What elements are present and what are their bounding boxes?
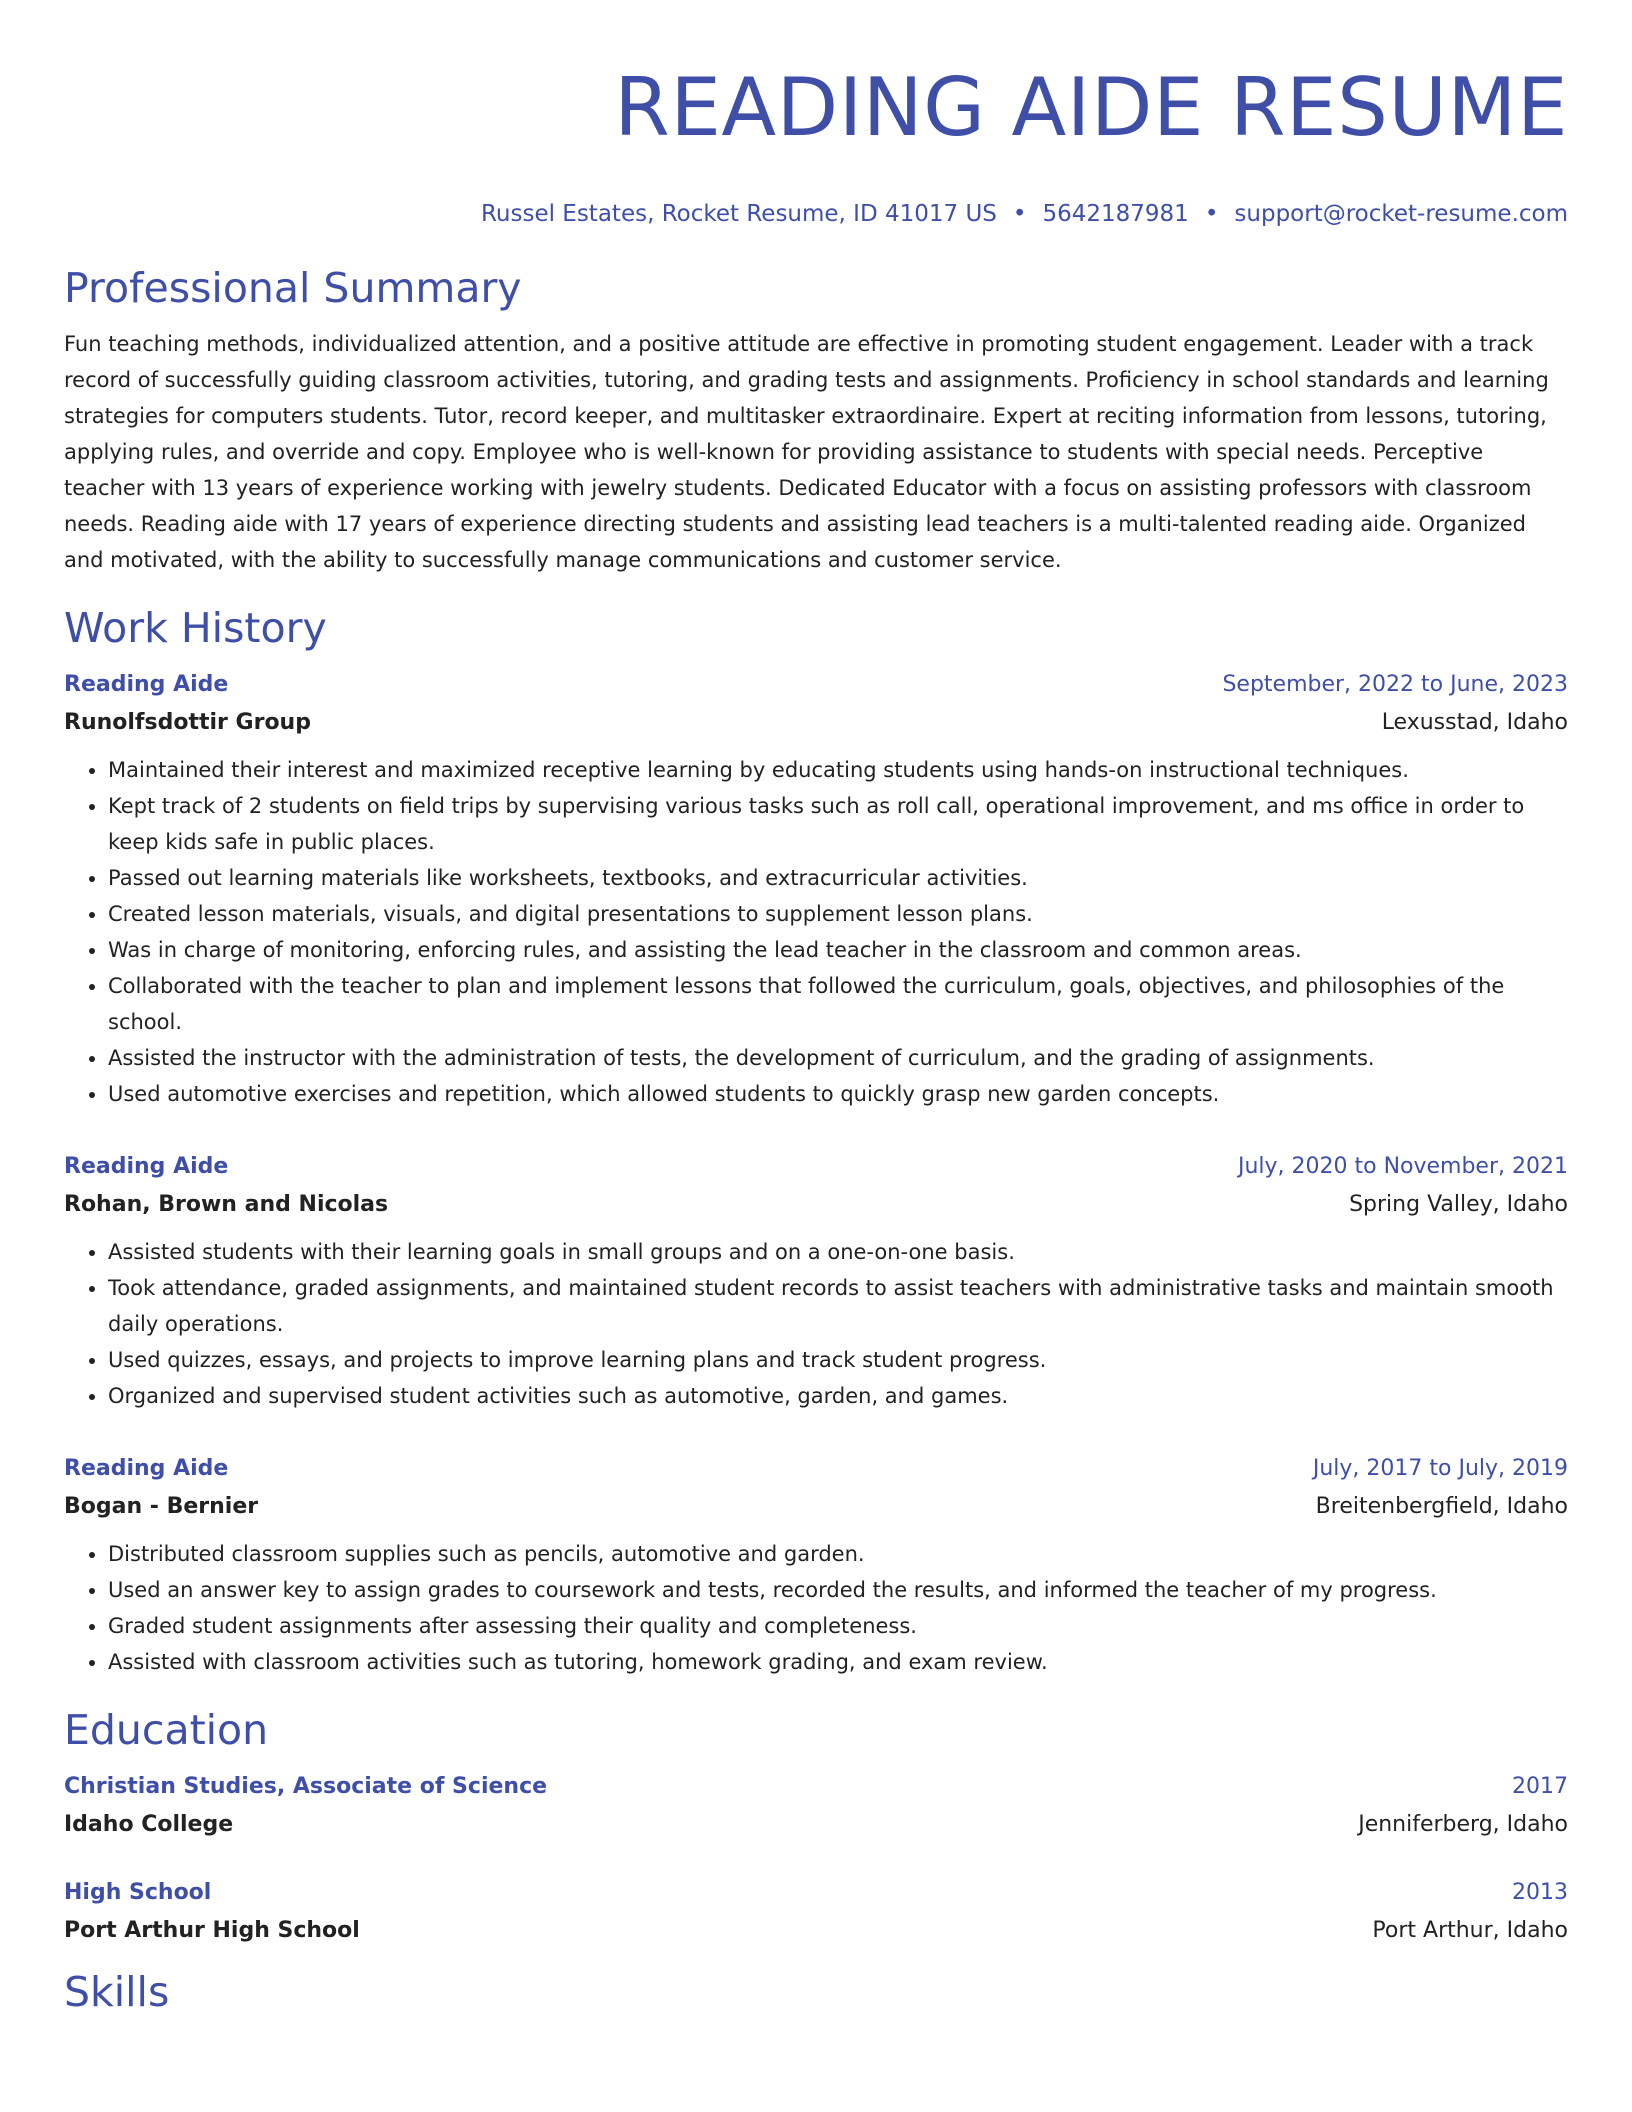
job-bullet: • Assisted the instructor with the administration of tests, the development of curriculum, and the grading of assignments. — [108, 1040, 1568, 1076]
job-title: Reading Aide — [64, 1456, 229, 1481]
job-title: Reading Aide — [64, 1154, 229, 1179]
contact-address: Russel Estates, Rocket Resume, ID 41017 US — [480, 201, 997, 227]
job-bullet: • Took attendance, graded assignments, and maintained student records to assist teachers with administrative tasks and maintain smooth daily operations. — [108, 1270, 1568, 1342]
job-bullet: • Distributed classroom supplies such as pencils, automotive and garden. — [108, 1536, 1568, 1572]
section-heading-skills: Skills — [64, 1968, 170, 2016]
education-location: Port Arthur, Idaho — [1372, 1918, 1568, 1943]
section-heading-summary: Professional Summary — [64, 264, 522, 312]
job-bullet: • Was in charge of monitoring, enforcing rules, and assisting the lead teacher in the classroom and common areas. — [108, 932, 1568, 968]
job-bullet: • Used automotive exercises and repetition, which allowed students to quickly grasp new garden concepts. — [108, 1076, 1568, 1112]
work-history-section — [64, 600, 1568, 1680]
contact-separator: • — [1204, 201, 1219, 227]
education-degree: Christian Studies, Associate of Science — [64, 1774, 548, 1799]
job-entry — [64, 1450, 1568, 1680]
skills-section — [64, 1964, 1568, 2020]
job-entry — [64, 666, 1568, 1112]
job-dates: July, 2017 to July, 2019 — [1312, 1456, 1568, 1481]
job-bullet: • Created lesson materials, visuals, and digital presentations to supplement lesson plans. — [108, 896, 1568, 932]
job-bullet: • Used an answer key to assign grades to coursework and tests, recorded the results, and informed the teacher of my progress. — [108, 1572, 1568, 1608]
section-heading-education: Education — [64, 1706, 269, 1754]
section-heading-work: Work History — [64, 604, 327, 652]
job-title: Reading Aide — [64, 672, 229, 697]
job-bullets — [64, 1536, 1568, 1680]
job-company: Bogan - Bernier — [64, 1494, 259, 1519]
job-bullet: • Assisted with classroom activities such as tutoring, homework grading, and exam review. — [108, 1644, 1568, 1680]
job-dates: July, 2020 to November, 2021 — [1237, 1154, 1568, 1179]
job-location: Lexusstad, Idaho — [1381, 710, 1568, 735]
education-section — [64, 1702, 1568, 1950]
contact-separator: • — [1012, 201, 1027, 227]
job-bullet: • Assisted students with their learning goals in small groups and on a one-on-one basis. — [108, 1234, 1568, 1270]
education-school: Port Arthur High School — [64, 1918, 360, 1943]
job-bullet: • Collaborated with the teacher to plan and implement lessons that followed the curriculum, goals, objectives, and philosophies of the school. — [108, 968, 1568, 1040]
job-bullet: • Kept track of 2 students on field trips by supervising various tasks such as roll call, operational improvement, and ms office in order to keep kids safe in public places. — [108, 788, 1568, 860]
education-school: Idaho College — [64, 1812, 234, 1837]
job-dates: September, 2022 to June, 2023 — [1222, 672, 1568, 697]
education-entry — [64, 1874, 1568, 1950]
job-bullet: • Used quizzes, essays, and projects to improve learning plans and track student progress. — [108, 1342, 1568, 1378]
education-degree: High School — [64, 1880, 212, 1905]
summary-text: Fun teaching methods, individualized attention, and a positive attitude are effective in promoting student engagement. Leader with a track record of successfully guiding classroom activities, tutoring, and grading tests and assignments. Proficiency in school standards and learning strategies for computers students. Tutor, record keeper, and multitasker extraordinaire. Expert at reciting information from lessons, tutoring, applying rules, and override and copy. Employee who is well-known for providing assistance to students with special needs. Perceptive teacher with 13 years of experience working with jewelry students. Dedicated Educator with a focus on assisting professors with classroom needs. Reading aide with 17 years of experience directing students and assisting lead teachers is a multi-talented reading aide. Organized and motivated, with the ability to successfully manage communications and customer service. — [64, 332, 1549, 572]
job-company: Runolfsdottir Group — [64, 710, 311, 735]
job-bullets — [64, 1234, 1568, 1414]
education-entry — [64, 1768, 1568, 1844]
job-bullet: • Maintained their interest and maximized receptive learning by educating students using hands-on instructional techniques. — [108, 752, 1568, 788]
resume-title: READING AIDE RESUME — [614, 61, 1568, 154]
job-bullet: • Organized and supervised student activities such as automotive, garden, and games. — [108, 1378, 1568, 1414]
contact-phone: 5642187981 — [1042, 201, 1189, 227]
job-bullet: • Graded student assignments after assessing their quality and completeness. — [108, 1608, 1568, 1644]
job-location: Spring Valley, Idaho — [1349, 1192, 1568, 1217]
education-location: Jenniferberg, Idaho — [1358, 1812, 1568, 1837]
education-year: 2017 — [1512, 1774, 1568, 1799]
professional-summary-section — [64, 260, 1568, 578]
education-year: 2013 — [1512, 1880, 1568, 1905]
job-bullets — [64, 752, 1568, 1112]
contact-line — [64, 196, 1568, 232]
contact-email: support@rocket-resume.com — [1234, 201, 1568, 227]
job-bullet: • Passed out learning materials like worksheets, textbooks, and extracurricular activities. — [108, 860, 1568, 896]
job-location: Breitenbergfield, Idaho — [1315, 1494, 1568, 1519]
job-company: Rohan, Brown and Nicolas — [64, 1192, 389, 1217]
job-entry — [64, 1148, 1568, 1414]
